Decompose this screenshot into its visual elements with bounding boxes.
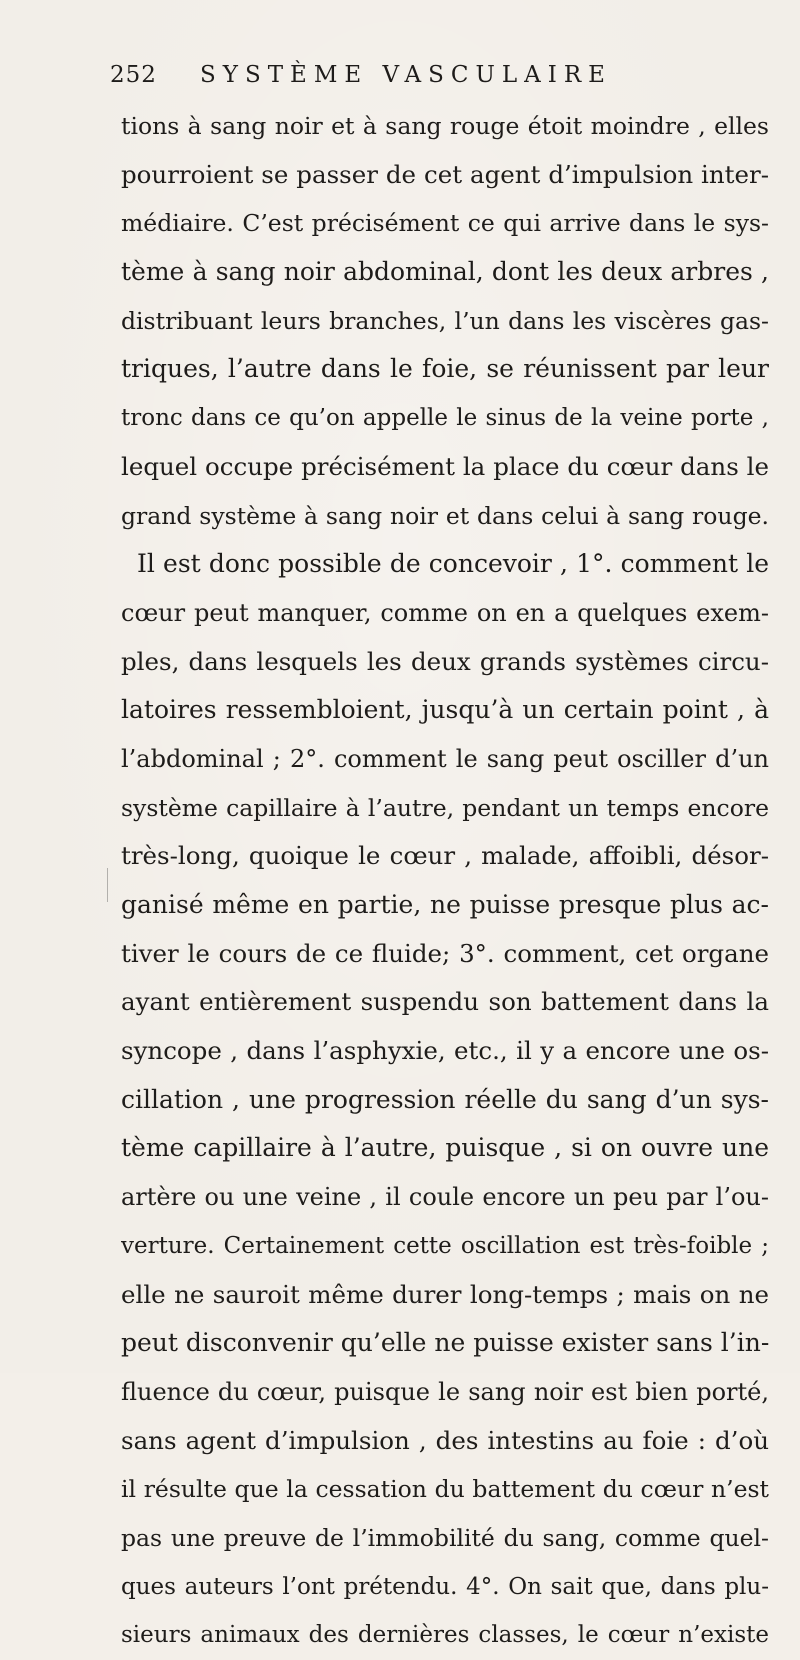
text-line: elle ne sauroit même durer long-temps ; mais on ne	[121, 1279, 769, 1309]
running-head	[110, 62, 710, 102]
paragraph-start-line: Il est donc possible de concevoir , 1°. comment le	[137, 549, 769, 579]
text-line: verture. Certainement cette oscillation est très-foible ;	[121, 1232, 769, 1259]
text-line: syncope , dans l’asphyxie, etc., il y a encore une os-	[121, 1036, 769, 1066]
text-line: ples, dans lesquels les deux grands systèmes circu-	[121, 646, 769, 676]
text-line: ganisé même en partie, ne puisse presque plus ac-	[121, 890, 769, 919]
text-line: distribuant leurs branches, l’un dans les viscères gas-	[121, 306, 769, 335]
text-line: médiaire. C’est précisément ce qui arrive dans le sys-	[121, 209, 769, 238]
text-line: l’abdominal ; 2°. comment le sang peut osciller d’un	[121, 744, 769, 773]
text-line: cœur peut manquer, comme on en a quelques exem-	[121, 598, 769, 627]
text-line: lequel occupe précisément la place du cœur dans le	[121, 451, 769, 481]
text-line: tème à sang noir abdominal, dont les deux arbres ,	[121, 257, 769, 287]
text-line: tions à sang noir et à sang rouge étoit moindre , elles	[121, 112, 769, 140]
running-title: SYSTÈME VASCULAIRE	[200, 62, 612, 88]
text-line: cillation , une progression réelle du sang d’un sys-	[121, 1084, 769, 1114]
page-number: 252	[110, 62, 157, 88]
text-line: il résulte que la cessation du battement du cœur n’est	[121, 1475, 769, 1504]
text-line: tronc dans ce qu’on appelle le sinus de la veine porte ,	[121, 405, 769, 432]
margin-mark	[107, 868, 112, 902]
text-line: sieurs animaux des dernières classes, le cœur n’existe	[121, 1622, 769, 1649]
text-line: artère ou une veine , il coule encore un peu par l’ou-	[121, 1183, 769, 1212]
text-line: triques, l’autre dans le foie, se réunissent par leur	[121, 354, 769, 384]
text-line: tiver le cours de ce fluide; 3°. comment, cet organe	[121, 938, 769, 968]
text-line: peut disconvenir qu’elle ne puisse exister sans l’in-	[121, 1328, 769, 1358]
text-line: latoires ressembloient, jusqu’à un certain point , à	[121, 695, 769, 725]
text-line: système capillaire à l’autre, pendant un temps encore	[121, 793, 769, 822]
body-text	[121, 102, 769, 1660]
text-line: ques auteurs l’ont prétendu. 4°. On sait que, dans plu-	[121, 1573, 769, 1600]
text-line: ayant entièrement suspendu son battement dans la	[121, 987, 769, 1017]
text-line: très-long, quoique le cœur , malade, affoibli, désor-	[121, 841, 769, 871]
text-line: pas une preuve de l’immobilité du sang, comme quel-	[121, 1523, 769, 1552]
text-line: fluence du cœur, puisque le sang noir est bien porté,	[121, 1377, 769, 1406]
text-line: tème capillaire à l’autre, puisque , si on ouvre une	[121, 1133, 769, 1163]
text-line: grand système à sang noir et dans celui à sang rouge.	[121, 501, 769, 530]
text-line: pourroient se passer de cet agent d’impulsion inter-	[121, 159, 769, 189]
text-line: sans agent d’impulsion , des intestins au foie : d’où	[121, 1425, 769, 1455]
